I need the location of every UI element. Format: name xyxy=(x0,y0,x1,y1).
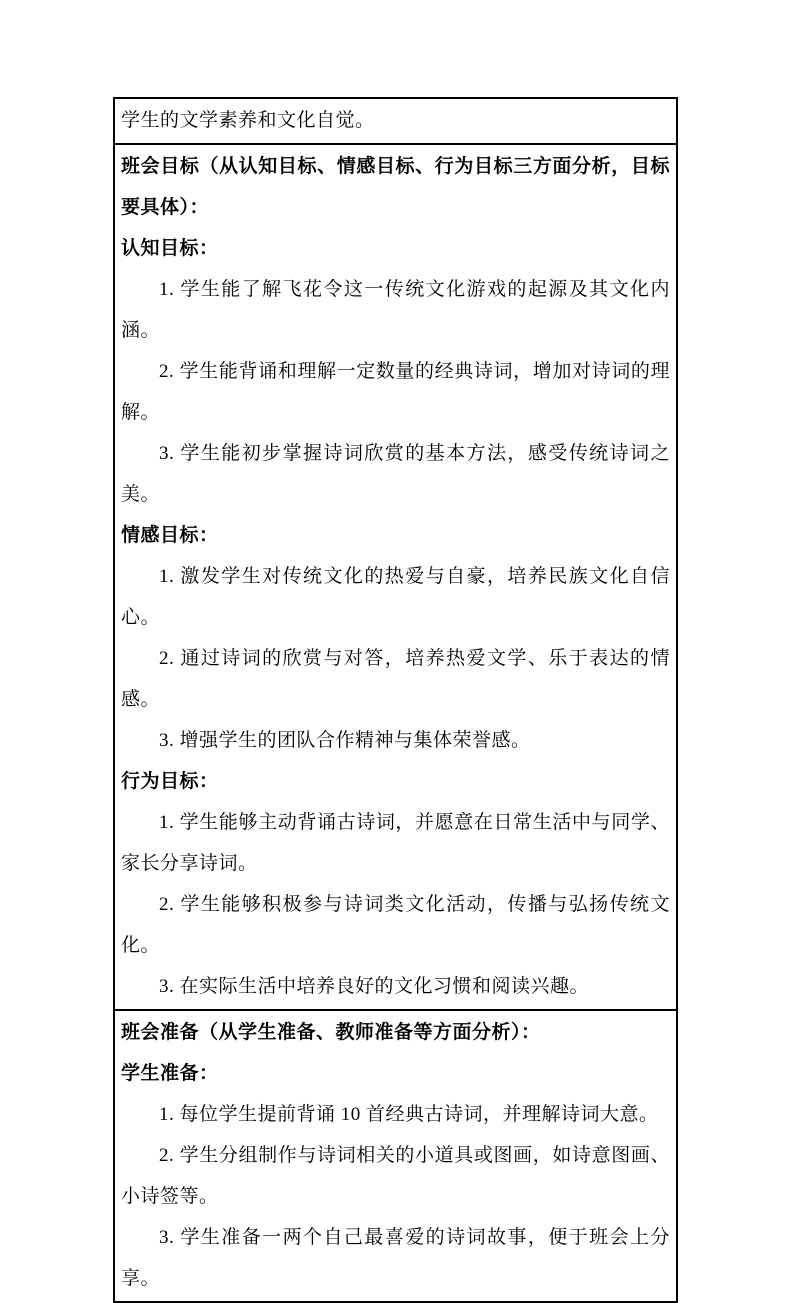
preparation-section-heading: 班会准备（从学生准备、教师准备等方面分析）： xyxy=(121,1022,541,1043)
emotional-goal-item-2: 2. 通过诗词的欣赏与对答，培养热爱文学、乐于表达的情感。 xyxy=(121,648,670,710)
cell-literacy-overflow xyxy=(114,98,677,144)
emotional-goal-item-1: 1. 激发学生对传统文化的热爱与自豪，培养民族文化自信心。 xyxy=(121,566,670,628)
cell-meeting-preparation xyxy=(114,1010,677,1302)
behavioral-goal-item-1: 1. 学生能够主动背诵古诗词，并愿意在日常生活中与同学、家长分享诗词。 xyxy=(121,812,670,874)
table-row-overflow xyxy=(114,98,677,144)
cognitive-goal-item-3: 3. 学生能初步掌握诗词欣赏的基本方法，感受传统诗词之美。 xyxy=(121,443,670,505)
cell-meeting-goals xyxy=(114,144,677,1010)
cognitive-goal-item-2: 2. 学生能背诵和理解一定数量的经典诗词，增加对诗词的理解。 xyxy=(121,361,670,423)
student-prep-item-3: 3. 学生准备一两个自己最喜爱的诗词故事，便于班会上分享。 xyxy=(121,1227,670,1289)
table-row-goals xyxy=(114,144,677,1010)
emotional-goals-heading: 情感目标： xyxy=(121,525,219,546)
behavioral-goal-item-3: 3. 在实际生活中培养良好的文化习惯和阅读兴趣。 xyxy=(159,976,590,997)
lesson-plan-table xyxy=(113,97,678,1303)
student-preparation-heading: 学生准备： xyxy=(121,1063,219,1084)
cognitive-goal-item-1: 1. 学生能了解飞花令这一传统文化游戏的起源及其文化内涵。 xyxy=(121,279,670,341)
table-row-preparation xyxy=(114,1010,677,1302)
student-prep-item-2: 2. 学生分组制作与诗词相关的小道具或图画，如诗意图画、小诗签等。 xyxy=(121,1145,670,1207)
goals-section-heading: 班会目标（从认知目标、情感目标、行为目标三方面分析，目标要具体）： xyxy=(121,156,670,218)
student-prep-item-1: 1. 每位学生提前背诵 10 首经典古诗词，并理解诗词大意。 xyxy=(159,1104,659,1125)
behavioral-goal-item-2: 2. 学生能够积极参与诗词类文化活动，传播与弘扬传统文化。 xyxy=(121,894,670,956)
cognitive-goals-heading: 认知目标： xyxy=(121,238,219,259)
behavioral-goals-heading: 行为目标： xyxy=(121,771,219,792)
paragraph-overflow-text: 学生的文学素养和文化自觉。 xyxy=(121,110,375,131)
emotional-goal-item-3: 3. 增强学生的团队合作精神与集体荣誉感。 xyxy=(159,730,531,751)
